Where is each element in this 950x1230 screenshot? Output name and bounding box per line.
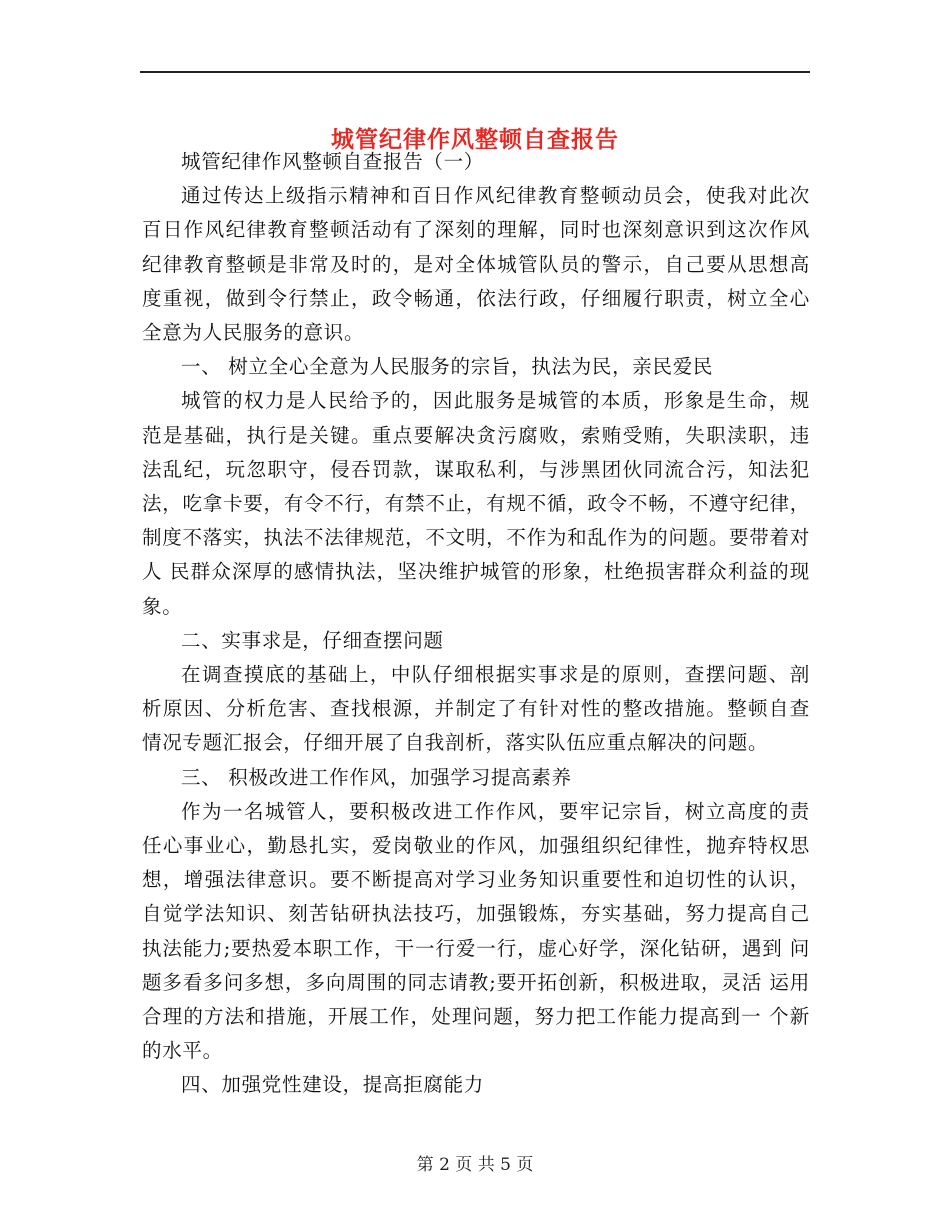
paragraph-section-1: 城管的权力是人民给予的，因此服务是城管的本质，形象是生命，规 范是基础，执行是关键。重点要解决贪污腐败，索贿受贿，失职渎职，违 法乱纪，玩忽职守，侵吞罚款，谋取私利，与涉黑团伙同流合污，知法犯 法，吃拿卡要，有令不行，有禁不止，有规不循，政令不畅，不遵守纪律， 制度不落实，执法不法律规范，不文明，不作为和乱作为的问题。要带着对人 民群众深厚的感情执法，坚决维护城管的形象，杜绝损害群众利益的现象。 [142,389,810,618]
paragraph-section-2: 在调查摸底的基础上，中队仔细根据实事求是的原则，查摆问题、剖 析原因、分析危害、查找根源，并制定了有针对性的整改措施。整顿自查 情况专题汇报会，仔细开展了自我剖析，落实队伍应重点解决的问题。 [142,663,810,755]
header-rule [140,71,810,73]
document-subtitle: 城管纪律作风整顿自查报告（一） [181,150,485,173]
section-heading-4: 四、加强党性建设，提高拒腐能力 [181,1073,485,1097]
document-title: 城管纪律作风整顿自查报告 [331,126,619,154]
section-heading-2: 二、实事求是，仔细查摆问题 [181,628,444,652]
page-number: 第 2 页 共 5 页 [416,1155,534,1175]
section-heading-3: 三、 积极改进工作作风，加强学习提高素养 [181,765,572,789]
document-body [142,145,810,1103]
section-heading-1: 一、 树立全心全意为人民服务的宗旨，执法为民，亲民爱民 [181,355,714,379]
paragraph-intro: 通过传达上级指示精神和百日作风纪律教育整顿动员会，使我对此次 百日作风纪律教育整顿活动有了深刻的理解，同时也深刻意识到这次作风 纪律教育整顿是非常及时的，是对全体城管队员的警示，自己要从思想高 度重视，做到令行禁止，政令畅通，依法行政，仔细履行职责，树立全心 全意为人民服务的意识。 [142,184,810,345]
paragraph-section-3: 作为一名城管人，要积极改进工作作风，要牢记宗旨，树立高度的责 任心事业心，勤恳扎实，爱岗敬业的作风，加强组织纪律性，抛弃特权思 想，增强法律意识。要不断提高对学习业务知识重要性和迫切性的认识， 自觉学法知识、刻苦钻研执法技巧，加强锻炼，夯实基础，努力提高自己 执法能力;要热爱本职工作，干一行爱一行，虚心好学，深化钻研，遇到 问题多看多问多想，多向周围的同志请教;要开拓创新，积极进取，灵活 运用合理的方法和措施，开展工作，处理问题，努力把工作能力提高到一 个新的水平。 [142,799,810,1063]
